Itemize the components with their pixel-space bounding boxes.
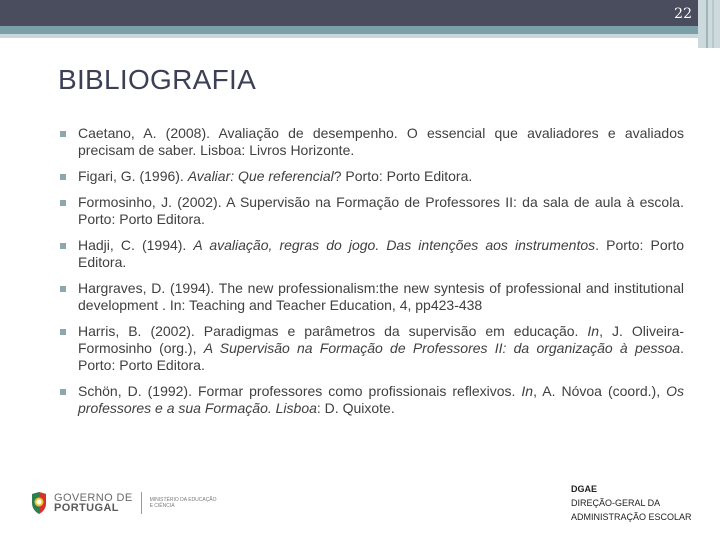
bullet-icon (60, 174, 66, 180)
bullet-icon (60, 200, 66, 206)
dgae-acronym: DGAE (571, 484, 598, 494)
logo-divider (141, 492, 142, 514)
reference-text: Figari, G. (1996). (78, 168, 188, 184)
reference-item (60, 383, 684, 417)
ministry-line-2: E CIÊNCIA (149, 503, 175, 509)
header-light-stripe (0, 34, 720, 38)
reference-text: Hadji, C. (1994). (78, 237, 194, 253)
dgae-line-1: DIREÇÃO-GERAL DA (571, 498, 661, 508)
reference-italic-text: Avaliar: Que referencial (187, 168, 334, 184)
dgae-line-2: ADMINISTRAÇÃO ESCOLAR (571, 512, 692, 522)
reference-text: Schön, D. (1992). Formar professores como profissionais reflexivos. (78, 383, 522, 399)
bullet-icon (60, 286, 66, 292)
reference-italic-text: In (521, 383, 534, 399)
reference-item (60, 194, 684, 228)
corner-tab-line-secondary (712, 0, 714, 48)
reference-text: ? Porto: Porto Editora. (333, 168, 473, 184)
reference-item (60, 280, 684, 314)
reference-text: : D. Quixote. (316, 400, 395, 416)
dgae-signature (571, 482, 692, 524)
reference-italic-text: A avaliação, regras do jogo. Das intenções aos instrumentos (193, 237, 596, 253)
reference-text: , A. Nóvoa (coord.), (533, 383, 667, 399)
reference-text: Harris, B. (2002). Paradigmas e parâmetros da supervisão em educação. (78, 323, 588, 339)
reference-text: , J. Oliveira-Formosinho (org.), (78, 323, 684, 356)
bullet-icon (60, 329, 66, 335)
reference-italic-text: A Supervisão na Formação de Professores II: da organização à pessoa (203, 340, 681, 356)
reference-item (60, 125, 684, 159)
reference-text: . Porto: Porto Editora. (78, 340, 684, 373)
page-number: 22 (674, 6, 692, 22)
header-band (0, 0, 720, 26)
reference-text: Hargraves, D. (1994). The new professionalism:the new syntesis of professional and institutional development . In: Teaching and Teacher Education, 4, pp423-438 (78, 280, 684, 313)
reference-item (60, 323, 684, 374)
reference-italic-text: In (587, 323, 600, 339)
reference-italic-text: Os professores e a sua Formação. Lisboa (78, 383, 684, 416)
bullet-icon (60, 389, 66, 395)
ministry-name (150, 497, 220, 509)
reference-item (60, 237, 684, 271)
reference-text: Caetano, A. (2008). Avaliação de desempenho. O essencial que avaliadores e avaliados precisam de saber. Lisboa: Livros Horizonte. (78, 125, 684, 158)
bullet-icon (60, 243, 66, 249)
portugal-emblem-icon (28, 491, 50, 515)
page-title: BIBLIOGRAFIA (58, 64, 257, 95)
reference-text: Formosinho, J. (2002). A Supervisão na Formação de Professores II: da sala de aula à escola. Porto: Porto Editora. (78, 194, 684, 227)
reference-item (60, 168, 684, 185)
bullet-icon (60, 131, 66, 137)
header-accent-stripe (0, 26, 720, 34)
reference-text: . Porto: Porto Editora. (78, 237, 684, 270)
ministry-line-1: MINISTÉRIO DA EDUCAÇÃO (149, 497, 217, 503)
corner-tab (698, 0, 720, 48)
government-logo (28, 490, 220, 516)
reference-list (60, 125, 684, 426)
wordmark-line-1: GOVERNO DE (54, 492, 133, 504)
corner-tab-line (706, 0, 708, 48)
wordmark-line-2: PORTUGAL (54, 502, 119, 514)
government-wordmark (54, 493, 133, 513)
